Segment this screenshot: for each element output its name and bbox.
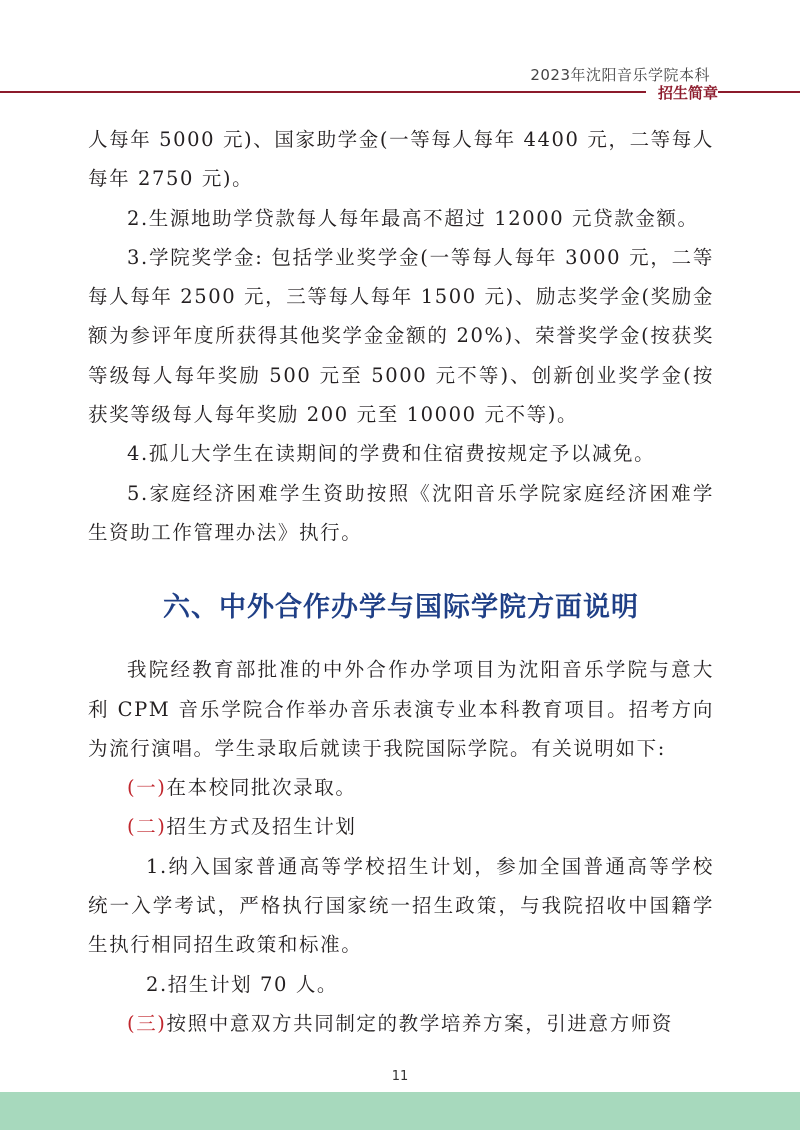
page-content: [88, 120, 714, 1043]
item-two: [88, 807, 714, 846]
page-number: 11: [391, 1069, 409, 1084]
sub-item-two: 2.招生计划 70 人。: [146, 972, 339, 996]
item-one-marker: (一): [127, 776, 167, 800]
paragraph-loan: 2.生源地助学贷款每人每年最高不超过 12000 元贷款金额。: [127, 206, 699, 230]
header-title: 2023年沈阳音乐学院本科: [530, 66, 710, 84]
footer-band: [0, 1092, 800, 1130]
item-one-text: 在本校同批次录取。: [166, 776, 357, 800]
section-intro: 我院经教育部批准的中外合作办学项目为沈阳音乐学院与意大利 CPM 音乐学院合作举办音乐表演专业本科教育项目。招考方向为流行演唱。学生录取后就读于我院国际学院。有关说明如下:: [88, 658, 714, 760]
item-two-text: 招生方式及招生计划: [166, 815, 357, 839]
item-three: [88, 1004, 714, 1043]
paragraph-continued: 人每年 5000 元)、国家助学金(一等每人每年 4400 元，二等每人每年 2750 元)。: [88, 128, 714, 191]
paragraph-scholarship: 3.学院奖学金: 包括学业奖学金(一等每人每年 3000 元，二等每人每年 2500 元，三等每人每年 1500 元)、励志奖学金(奖励金额为参评年度所获得其他奖学金金额的 20%)、荣誉奖学金(按获奖等级每人每年奖励 500 元至 5000 元不等)、创新创业奖学金(按获奖等级每人每年奖励 200 元至 10000 元不等)。: [88, 245, 714, 427]
paragraph-orphan: 4.孤儿大学生在读期间的学费和住宿费按规定予以减免。: [127, 442, 656, 466]
item-three-marker: (三): [127, 1011, 167, 1035]
item-two-marker: (二): [127, 815, 167, 839]
sub-item-one: 1.纳入国家普通高等学校招生计划，参加全国普通高等学校统一入学考试，严格执行国家统一招生政策，与我院招收中国籍学生执行相同招生政策和标准。: [88, 854, 714, 957]
section-heading: 六、中外合作办学与国际学院方面说明: [163, 592, 639, 624]
paragraph-aid: 5.家庭经济困难学生资助按照《沈阳音乐学院家庭经济困难学生资助工作管理办法》执行。: [88, 481, 714, 544]
item-three-text: 按照中意双方共同制定的教学培养方案，引进意方师资: [166, 1011, 673, 1035]
item-one: [88, 768, 714, 807]
header-tag: 招生简章: [646, 84, 718, 102]
